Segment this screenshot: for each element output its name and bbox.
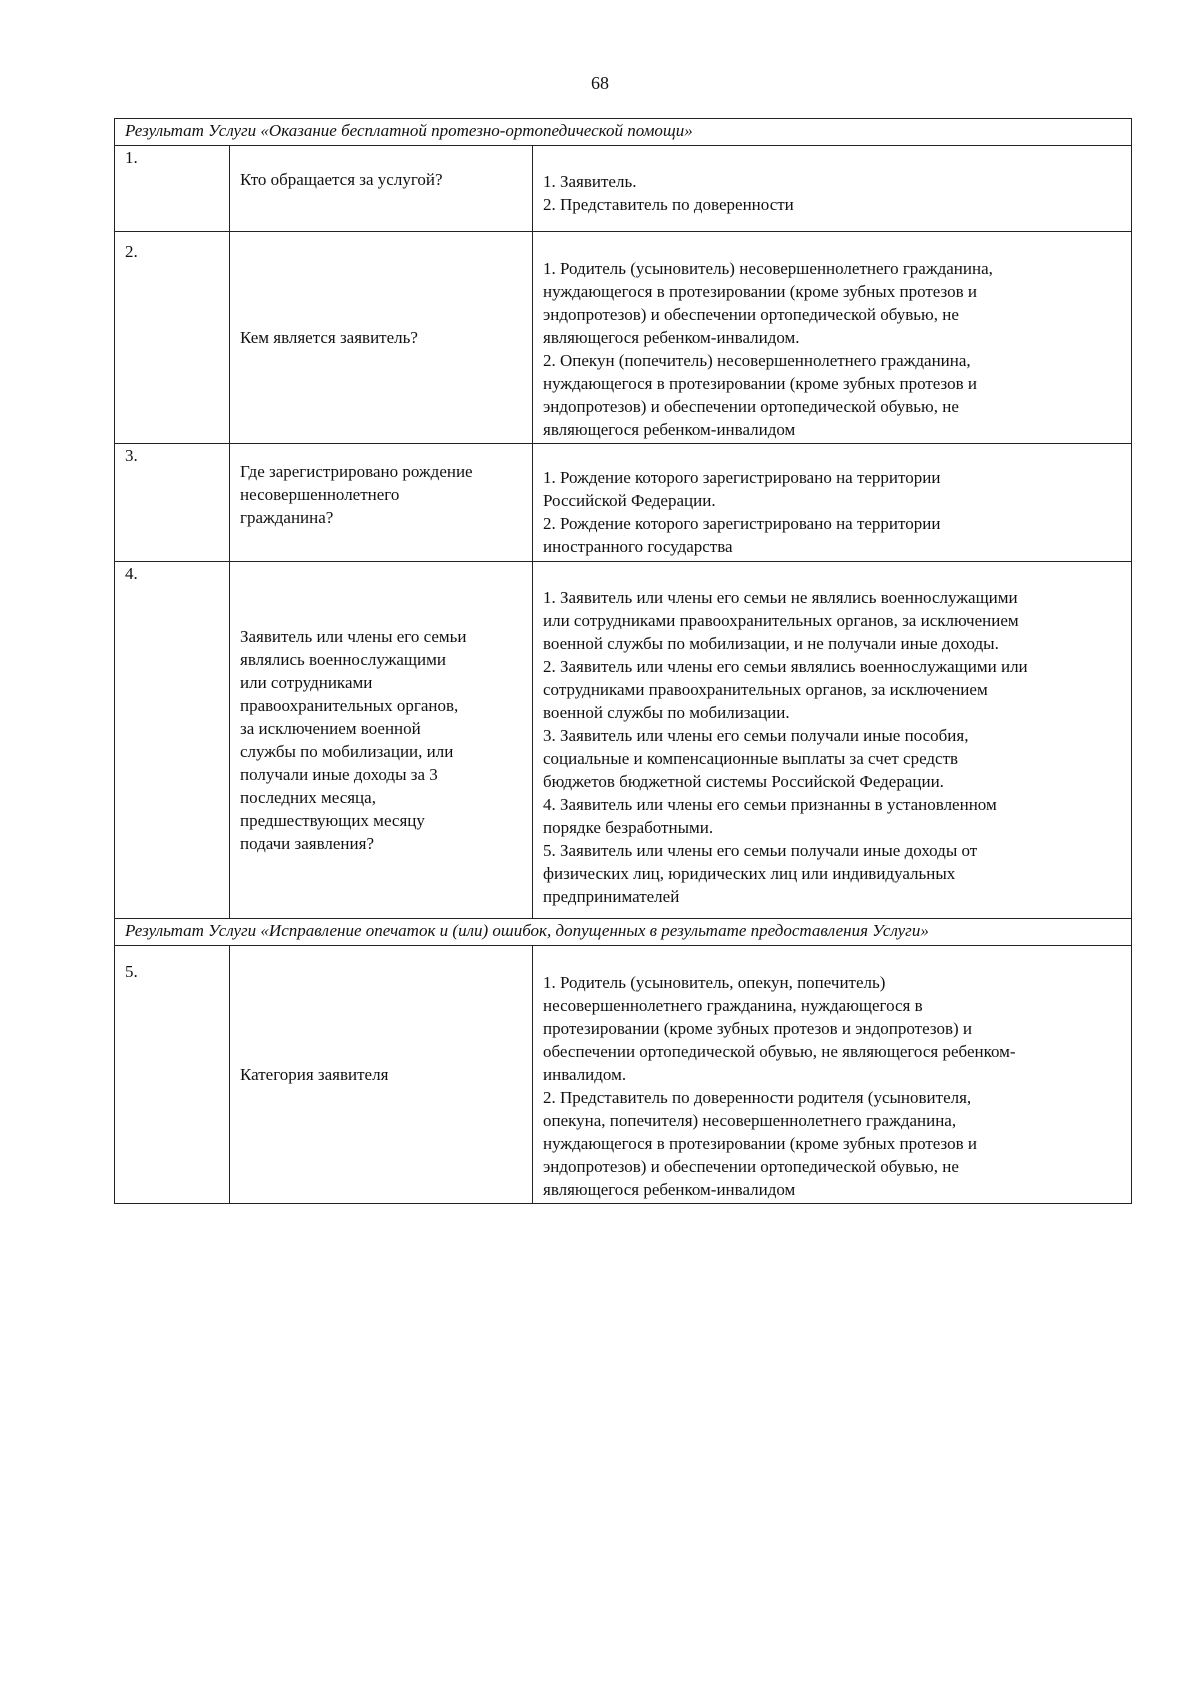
answer-line: 2. Рождение которого зарегистрировано на территории [543, 514, 941, 533]
question-line: подачи заявления? [240, 834, 374, 853]
answer-line: нуждающегося в протезировании (кроме зубных протезов и [543, 374, 978, 393]
section-header-row [115, 119, 1132, 146]
table-row [115, 146, 1132, 232]
answer-line: 2. Представитель по доверенности родителя (усыновителя, [543, 1088, 972, 1107]
answer-line: сотрудниками правоохранительных органов, за исключением [543, 680, 988, 699]
row-number: 3. [115, 444, 230, 562]
answer-line: эндопротезов) и обеспечении ортопедической обувью, не [543, 397, 959, 416]
row-number: 5. [115, 946, 230, 1204]
table-row [115, 562, 1132, 919]
question-line: Кто обращается за услугой? [240, 170, 443, 189]
answer-line: военной службы по мобилизации, и не получали иные доходы. [543, 634, 999, 653]
answer-line: или сотрудниками правоохранительных органов, за исключением [543, 611, 1019, 630]
answer-line: 1. Родитель (усыновитель, опекун, попечитель) [543, 973, 886, 992]
services-table [114, 118, 1132, 1204]
answer-line: 2. Заявитель или члены его семьи являлись военнослужащими или [543, 657, 1028, 676]
answer-line: 2. Представитель по доверенности [543, 195, 794, 214]
question-cell [230, 562, 533, 919]
answer-cell [533, 946, 1132, 1204]
question-line: несовершеннолетнего [240, 485, 400, 504]
table-row [115, 232, 1132, 444]
answer-line: являющегося ребенком-инвалидом [543, 420, 796, 439]
answer-line: несовершеннолетнего гражданина, нуждающегося в [543, 996, 923, 1015]
question-line: Категория заявителя [240, 1065, 389, 1084]
answer-line: бюджетов бюджетной системы Российской Федерации. [543, 772, 944, 791]
answer-line: 1. Родитель (усыновитель) несовершеннолетнего гражданина, [543, 259, 993, 278]
question-line: или сотрудниками [240, 673, 373, 692]
answer-cell [533, 562, 1132, 919]
question-line: за исключением военной [240, 719, 421, 738]
answer-line: протезировании (кроме зубных протезов и эндопротезов) и [543, 1019, 973, 1038]
answer-cell [533, 232, 1132, 444]
question-cell [230, 146, 533, 232]
answer-line: порядке безработными. [543, 818, 714, 837]
question-line: последних месяца, [240, 788, 376, 807]
answer-line: 2. Опекун (попечитель) несовершеннолетнего гражданина, [543, 351, 971, 370]
answer-cell [533, 444, 1132, 562]
answer-line: являющегося ребенком-инвалидом [543, 1180, 796, 1199]
question-line: получали иные доходы за 3 [240, 765, 438, 784]
answer-line: социальные и компенсационные выплаты за счет средств [543, 749, 959, 768]
answer-line: 1. Рождение которого зарегистрировано на территории [543, 468, 941, 487]
row-number: 4. [115, 562, 230, 919]
answer-line: физических лиц, юридических лиц или индивидуальных [543, 864, 956, 883]
answer-line: 1. Заявитель. [543, 172, 637, 191]
answer-line: 4. Заявитель или члены его семьи признанны в установленном [543, 795, 997, 814]
question-line: правоохранительных органов, [240, 696, 459, 715]
answer-line: инвалидом. [543, 1065, 627, 1084]
row-number: 1. [115, 146, 230, 232]
answer-line: 3. Заявитель или члены его семьи получали иные пособия, [543, 726, 969, 745]
answer-line: обеспечении ортопедической обувью, не являющегося ребенком- [543, 1042, 1016, 1061]
answer-line: предпринимателей [543, 887, 680, 906]
question-cell [230, 444, 533, 562]
answer-line: нуждающегося в протезировании (кроме зубных протезов и [543, 282, 978, 301]
section-title: Результат Услуги «Оказание бесплатной протезно-ортопедической помощи» [115, 119, 1132, 146]
answer-line: Российской Федерации. [543, 491, 716, 510]
question-line: являлись военнослужащими [240, 650, 446, 669]
question-cell [230, 946, 533, 1204]
answer-line: иностранного государства [543, 537, 733, 556]
question-cell [230, 232, 533, 444]
answer-line: эндопротезов) и обеспечении ортопедической обувью, не [543, 305, 959, 324]
answer-line: эндопротезов) и обеспечении ортопедической обувью, не [543, 1157, 959, 1176]
section-title: Результат Услуги «Исправление опечаток и (или) ошибок, допущенных в результате предоставления Услуги» [115, 919, 1132, 946]
question-line: службы по мобилизации, или [240, 742, 454, 761]
answer-line: 1. Заявитель или члены его семьи не являлись военнослужащими [543, 588, 1018, 607]
question-line: предшествующих месяцу [240, 811, 425, 830]
page-number: 68 [591, 73, 609, 93]
answer-line: опекуна, попечителя) несовершеннолетнего гражданина, [543, 1111, 957, 1130]
answer-line: 5. Заявитель или члены его семьи получали иные доходы от [543, 841, 978, 860]
section-header-row [115, 919, 1132, 946]
question-line: гражданина? [240, 508, 334, 527]
answer-line: нуждающегося в протезировании (кроме зубных протезов и [543, 1134, 978, 1153]
table-row [115, 946, 1132, 1204]
question-line: Заявитель или члены его семьи [240, 627, 467, 646]
question-line: Где зарегистрировано рождение [240, 462, 473, 481]
answer-line: являющегося ребенком-инвалидом. [543, 328, 800, 347]
answer-cell [533, 146, 1132, 232]
answer-line: военной службы по мобилизации. [543, 703, 790, 722]
row-number: 2. [115, 232, 230, 444]
table-row [115, 444, 1132, 562]
question-line: Кем является заявитель? [240, 328, 418, 347]
